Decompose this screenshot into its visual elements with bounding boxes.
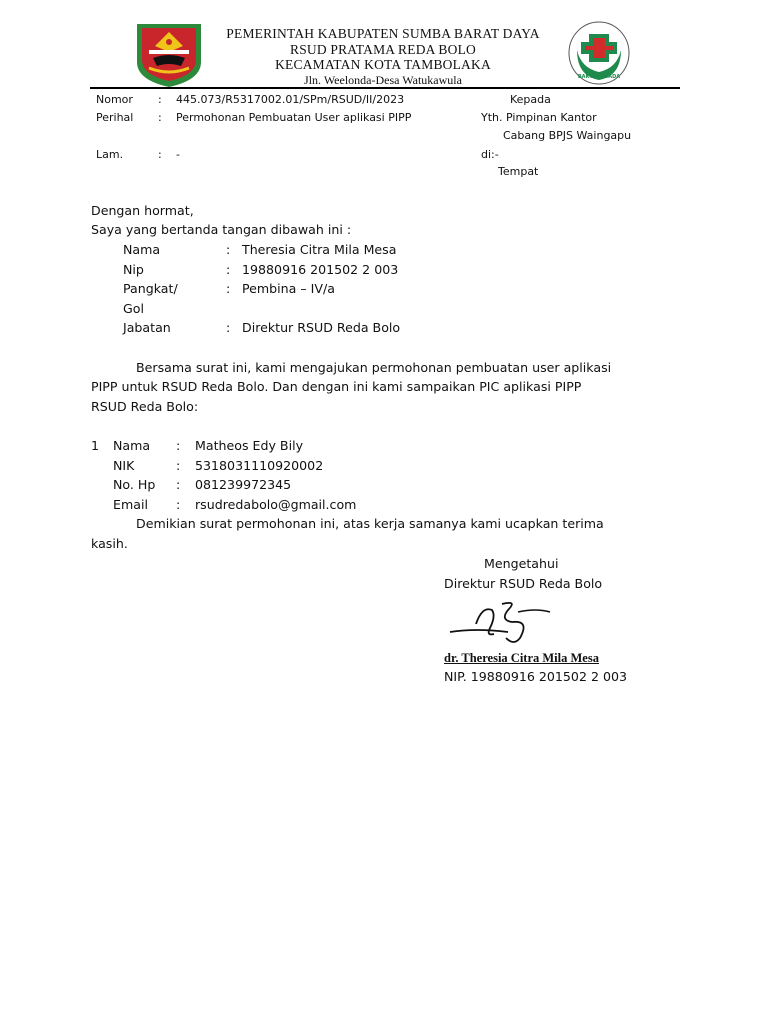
perihal-value: Permohonan Pembuatan User aplikasi PIPP bbox=[176, 111, 412, 124]
recipient-line-1: Yth. Pimpinan Kantor bbox=[481, 111, 597, 124]
closing-line-2: kasih. bbox=[91, 536, 128, 551]
nomor-value: 445.073/R5317002.01/SPm/RSUD/II/2023 bbox=[176, 93, 405, 106]
handwritten-signature bbox=[446, 598, 562, 648]
signer-colon: : bbox=[226, 262, 231, 277]
pic-value: 5318031110920002 bbox=[195, 458, 324, 473]
pic-value: Matheos Edy Bily bbox=[195, 438, 304, 453]
pic-number: 1 bbox=[91, 438, 100, 453]
header-address: Jln. Weelonda-Desa Watukawula bbox=[304, 73, 462, 87]
signer-colon: : bbox=[226, 242, 231, 257]
signature-mengetahui: Mengetahui bbox=[484, 556, 559, 571]
pic-colon: : bbox=[176, 458, 181, 473]
signer-value: Theresia Citra Mila Mesa bbox=[242, 242, 397, 257]
signature-name: dr. Theresia Citra Mila Mesa bbox=[444, 651, 599, 665]
signer-value: Direktur RSUD Reda Bolo bbox=[242, 320, 401, 335]
lam-colon: : bbox=[158, 148, 162, 161]
intro-text: Saya yang bertanda tangan dibawah ini : bbox=[91, 222, 352, 237]
header-line-1: PEMERINTAH KABUPATEN SUMBA BARAT DAYA bbox=[226, 26, 540, 41]
nomor-label: Nomor bbox=[96, 93, 133, 106]
pic-colon: : bbox=[176, 438, 181, 453]
pic-colon: : bbox=[176, 497, 181, 512]
perihal-label: Perihal bbox=[96, 111, 134, 124]
recipient-line-4: Tempat bbox=[498, 165, 539, 178]
pic-label: No. Hp bbox=[113, 477, 156, 492]
signer-label: Pangkat/ bbox=[123, 281, 178, 296]
recipient-line-2: Cabang BPJS Waingapu bbox=[503, 129, 632, 142]
recipient-line-3: di:- bbox=[481, 148, 499, 161]
closing-line-1: Demikian surat permohonan ini, atas kerja samanya kami ucapkan terima bbox=[136, 516, 604, 531]
signer-value: 19880916 201502 2 003 bbox=[242, 262, 399, 277]
perihal-colon: : bbox=[158, 111, 162, 124]
recipient-kepada: Kepada bbox=[510, 93, 551, 106]
nomor-colon: : bbox=[158, 93, 162, 106]
pic-email[interactable]: rsudredabolo@gmail.com bbox=[195, 497, 357, 512]
header-divider bbox=[90, 87, 680, 89]
pic-label: Nama bbox=[113, 438, 151, 453]
pic-label: NIK bbox=[113, 458, 135, 473]
pic-value: 081239972345 bbox=[195, 477, 292, 492]
header-line-3: KECAMATAN KOTA TAMBOLAKA bbox=[275, 57, 491, 72]
header-line-2: RSUD PRATAMA REDA BOLO bbox=[290, 42, 476, 57]
paragraph-line-3: RSUD Reda Bolo: bbox=[91, 399, 199, 414]
signer-label: Gol bbox=[123, 301, 144, 316]
pic-colon: : bbox=[176, 477, 181, 492]
signature-position: Direktur RSUD Reda Bolo bbox=[444, 576, 603, 591]
pic-label: Email bbox=[113, 497, 148, 512]
paragraph-line-2: PIPP untuk RSUD Reda Bolo. Dan dengan ini kami sampaikan PIC aplikasi PIPP bbox=[91, 379, 582, 394]
signer-label: Nama bbox=[123, 242, 161, 257]
bakti-husada-logo-text: BAKTI HUSADA bbox=[577, 74, 621, 80]
signer-value: Pembina – IV/a bbox=[242, 281, 335, 296]
greeting: Dengan hormat, bbox=[91, 203, 194, 218]
signer-label: Nip bbox=[123, 262, 144, 277]
signer-colon: : bbox=[226, 320, 231, 335]
lam-label: Lam. bbox=[96, 148, 124, 161]
signer-label: Jabatan bbox=[123, 320, 171, 335]
signature-nip: NIP. 19880916 201502 2 003 bbox=[444, 669, 628, 684]
signer-colon: : bbox=[226, 281, 231, 296]
lam-value: - bbox=[176, 148, 180, 161]
paragraph-line-1: Bersama surat ini, kami mengajukan permohonan pembuatan user aplikasi bbox=[136, 360, 612, 375]
bakti-husada-logo bbox=[567, 20, 631, 86]
